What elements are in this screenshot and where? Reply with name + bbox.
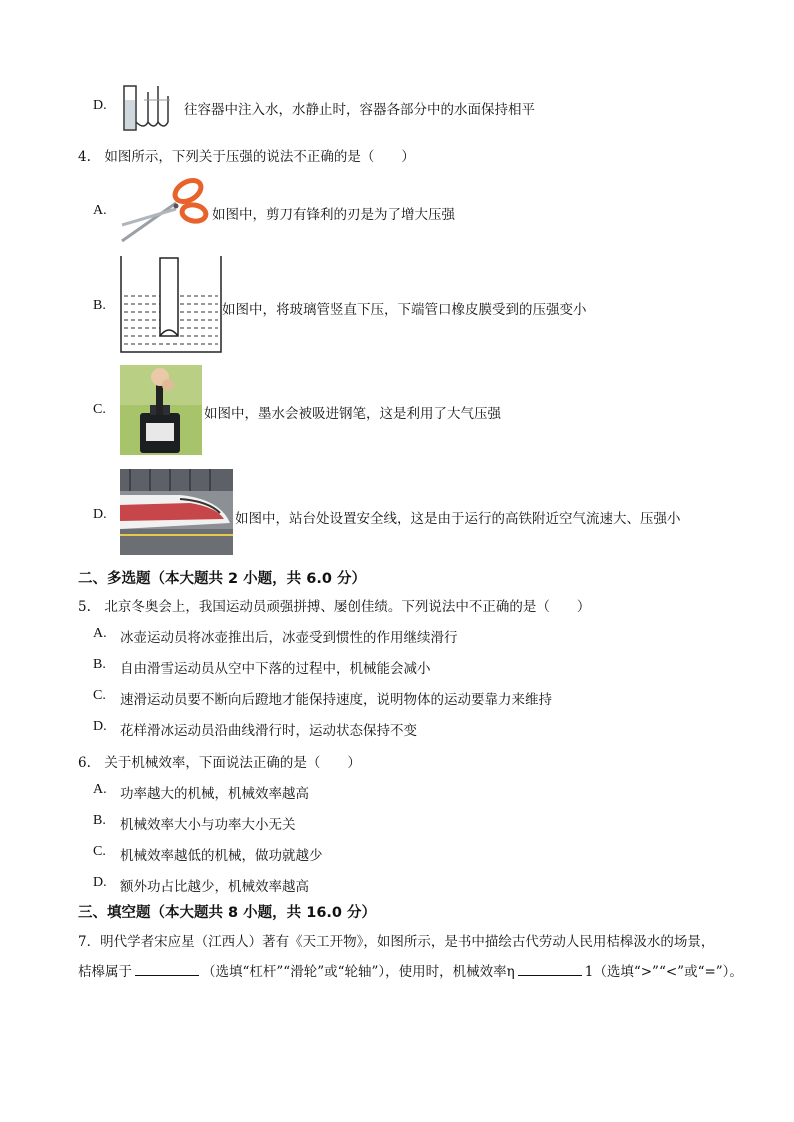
option-text: 机械效率大小与功率大小无关 [120, 817, 296, 833]
option-text: 如图中，站台处设置安全线，这是由于运行的高铁附近空气流速大、压强小 [235, 511, 681, 527]
option-text: 速滑运动员要不断向后蹬地才能保持速度，说明物体的运动要靠力来维持 [120, 692, 552, 708]
option-text: 自由滑雪运动员从空中下落的过程中，机械能会减小 [120, 661, 431, 677]
fill-text: 桔槔属于 [78, 964, 132, 980]
high-speed-train-icon [120, 469, 233, 555]
option-letter: C. [93, 688, 106, 703]
option-letter: D. [93, 98, 107, 113]
option-letter: C. [93, 402, 106, 417]
section-title: 二、多选题（本大题共 2 小题，共 6.0 分） [78, 571, 366, 587]
option-text: 如图中，墨水会被吸进钢笔，这是利用了大气压强 [204, 406, 501, 422]
option-letter: B. [93, 298, 106, 313]
option-letter: D. [93, 719, 107, 734]
answer-blank-1[interactable] [135, 961, 199, 976]
option-letter: D. [93, 875, 107, 890]
connected-vessel-icon [120, 82, 172, 134]
option-letter: D. [93, 507, 107, 522]
answer-blank-2[interactable] [518, 961, 582, 976]
glass-tube-in-water-icon [120, 254, 222, 354]
question-fill-line [78, 960, 743, 980]
option-letter: C. [93, 844, 106, 859]
option-text: 花样滑冰运动员沿曲线滑行时，运动状态保持不变 [120, 723, 417, 739]
option-letter: A. [93, 782, 107, 797]
option-text: 如图中，剪刀有锋利的刃是为了增大压强 [212, 207, 455, 223]
option-letter: A. [93, 626, 107, 641]
option-text: 往容器中注入水，水静止时，容器各部分中的水面保持相平 [184, 102, 535, 118]
fill-text: （选填“杠杆”“滑轮”或“轮轴”），使用时，机械效率η [202, 964, 515, 980]
question-stem: 6. 关于机械效率，下面说法正确的是（ ） [78, 755, 361, 771]
option-text: 冰壶运动员将冰壶推出后，冰壶受到惯性的作用继续滑行 [120, 630, 458, 646]
option-text: 机械效率越低的机械，做功就越少 [120, 848, 323, 864]
question-stem: 5. 北京冬奥会上，我国运动员顽强拼搏、屡创佳绩。下列说法中不正确的是（ ） [78, 599, 591, 615]
question-stem: 7．明代学者宋应星（江西人）著有《天工开物》，如图所示，是书中描绘古代劳动人民用桔槔汲水的场景， [78, 934, 715, 950]
option-text: 如图中，将玻璃管竖直下压，下端管口橡皮膜受到的压强变小 [222, 302, 587, 318]
fill-text: 1（选填“>”“<”或“=”）。 [584, 964, 743, 980]
scissors-icon [118, 175, 210, 245]
option-text: 额外功占比越少，机械效率越高 [120, 879, 309, 895]
fountain-pen-ink-icon [120, 365, 202, 455]
section-title: 三、填空题（本大题共 8 小题，共 16.0 分） [78, 905, 377, 921]
option-letter: A. [93, 203, 107, 218]
option-letter: B. [93, 657, 106, 672]
option-text: 功率越大的机械，机械效率越高 [120, 786, 309, 802]
question-stem: 4. 如图所示，下列关于压强的说法不正确的是（ ） [78, 149, 415, 165]
option-letter: B. [93, 813, 106, 828]
